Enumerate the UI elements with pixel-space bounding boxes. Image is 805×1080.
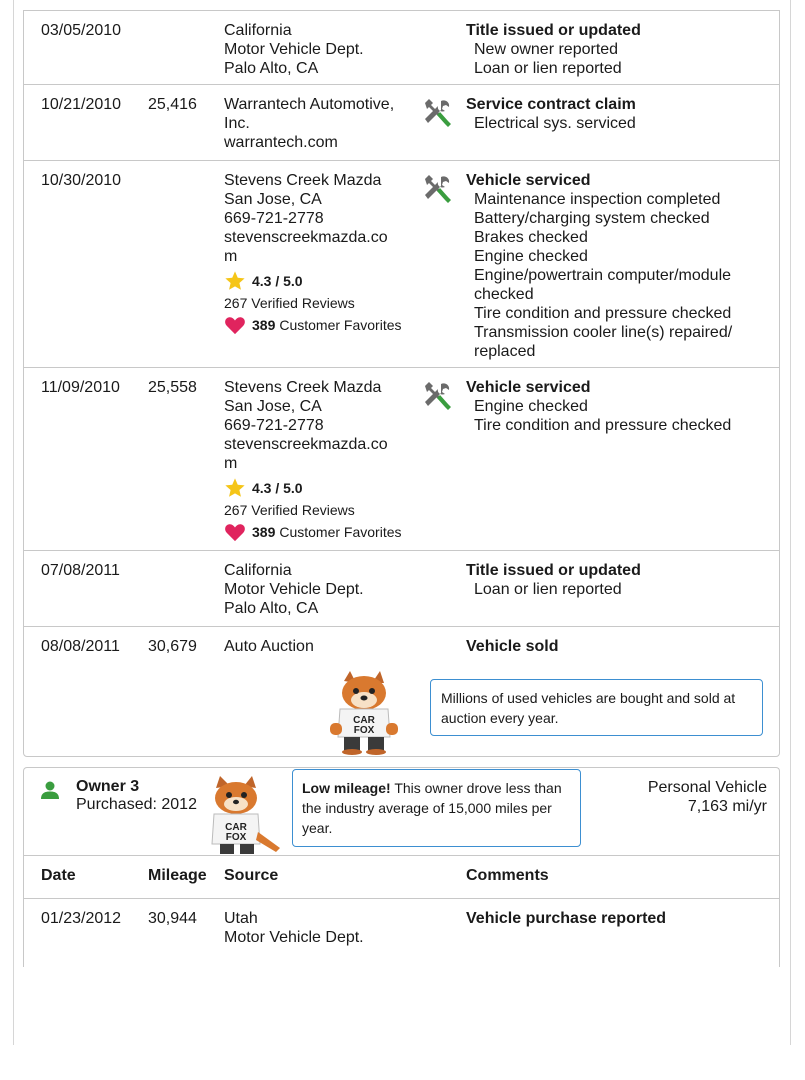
- source-website-link[interactable]: stevenscreekmazda.co: [224, 229, 388, 246]
- row-source: [224, 171, 414, 336]
- star-icon: [224, 270, 246, 292]
- comment-title: Service contract claim: [466, 96, 636, 113]
- table-header-row: [24, 856, 779, 899]
- row-comments: [466, 561, 766, 599]
- header-mileage: Mileage: [148, 867, 207, 884]
- owner-name: Owner 3: [76, 778, 140, 795]
- row-source: [224, 95, 414, 152]
- comment-title: Title issued or updated: [466, 562, 641, 579]
- comment-line: Loan or lien reported: [474, 581, 622, 598]
- row-comments: [466, 21, 766, 78]
- comment-line: checked: [474, 286, 534, 303]
- dealer-rating[interactable]: [224, 270, 414, 292]
- row-source: [224, 21, 414, 78]
- owner-2-history-card: [23, 10, 780, 757]
- mascot-shirt-line: FOX: [225, 832, 247, 843]
- comment-title: Vehicle sold: [466, 638, 559, 655]
- source-line: Stevens Creek Mazda: [224, 379, 382, 396]
- row-date: 10/30/2010: [41, 172, 122, 189]
- source-phone[interactable]: 669-721-2778: [224, 210, 324, 227]
- history-row: [24, 11, 779, 85]
- row-date: 08/08/2011: [41, 638, 120, 655]
- source-line: Motor Vehicle Dept.: [224, 41, 364, 58]
- row-comments: [466, 378, 766, 435]
- carfox-mascot: [206, 776, 282, 856]
- comment-line: Tire condition and pressure checked: [474, 305, 732, 322]
- source-website-link[interactable]: warrantech.com: [224, 134, 338, 151]
- history-row: [24, 85, 779, 161]
- frame-left-border: [13, 0, 14, 1045]
- comment-line: Maintenance inspection completed: [474, 191, 721, 208]
- row-date: 03/05/2010: [41, 22, 122, 39]
- comment-line: Electrical sys. serviced: [474, 115, 636, 132]
- favorites-count: 389: [252, 316, 276, 333]
- customer-favorites: [224, 521, 414, 543]
- source-line: Stevens Creek Mazda: [224, 172, 382, 189]
- person-icon: [40, 780, 60, 800]
- source-website-link[interactable]: stevenscreekmazda.co: [224, 436, 388, 453]
- comment-line: replaced: [474, 343, 536, 360]
- source-line: Motor Vehicle Dept.: [224, 581, 364, 598]
- owner-summary: [24, 768, 779, 856]
- comment-line: Transmission cooler line(s) repaired/: [474, 324, 733, 341]
- comment-title: Title issued or updated: [466, 22, 641, 39]
- header-date: Date: [41, 867, 76, 884]
- comment-title: Vehicle serviced: [466, 172, 591, 189]
- history-row: [24, 161, 779, 368]
- rating-value: 4.3 / 5.0: [252, 272, 303, 289]
- source-line: San Jose, CA: [224, 191, 322, 208]
- rating-value: 4.3 / 5.0: [252, 479, 303, 496]
- history-row: [24, 368, 779, 551]
- header-source: Source: [224, 867, 279, 884]
- comment-line: New owner reported: [474, 41, 619, 58]
- carfox-mascot: [324, 671, 404, 755]
- wrench-screwdriver-icon: [421, 380, 453, 412]
- comment-line: Tire condition and pressure checked: [474, 417, 732, 434]
- row-date: 11/09/2010: [41, 379, 120, 396]
- source-line: Palo Alto, CA: [224, 60, 319, 77]
- comment-line: Engine checked: [474, 398, 588, 415]
- owner-purchased: Purchased: 2012: [76, 796, 197, 813]
- row-source: [224, 909, 414, 947]
- wrench-screwdriver-icon: [421, 173, 453, 205]
- row-mileage: 30,679: [148, 638, 197, 655]
- source-line: California: [224, 562, 292, 579]
- source-website-link[interactable]: m: [224, 248, 238, 265]
- comment-title: Vehicle purchase reported: [466, 910, 667, 927]
- frame-right-border: [790, 0, 791, 1045]
- source-line: San Jose, CA: [224, 398, 322, 415]
- comment-title: Vehicle serviced: [466, 379, 591, 396]
- dealer-rating[interactable]: [224, 477, 414, 499]
- source-line: Auto Auction: [224, 638, 314, 655]
- favorites-label: Customer Favorites: [279, 523, 402, 540]
- row-mileage: 25,558: [148, 379, 197, 396]
- favorites-count: 389: [252, 523, 276, 540]
- row-comments: [466, 909, 766, 928]
- comment-line: Engine checked: [474, 248, 588, 265]
- row-comments: [466, 95, 766, 133]
- mascot-shirt-line: FOX: [353, 725, 375, 736]
- row-mileage: 25,416: [148, 96, 197, 113]
- row-date: 07/08/2011: [41, 562, 120, 579]
- history-row: [24, 899, 779, 967]
- source-line: California: [224, 22, 292, 39]
- source-website-link[interactable]: m: [224, 455, 238, 472]
- customer-favorites: [224, 314, 414, 336]
- low-mileage-tip-box: [292, 769, 581, 847]
- verified-reviews-link[interactable]: 267 Verified Reviews: [224, 295, 355, 311]
- owner-vehicle-info: [648, 778, 767, 816]
- source-line: Motor Vehicle Dept.: [224, 929, 364, 946]
- comment-line: Engine/powertrain computer/module: [474, 267, 732, 284]
- row-comments: [466, 637, 766, 656]
- row-mileage: 30,944: [148, 910, 197, 927]
- favorites-label: Customer Favorites: [279, 316, 402, 333]
- source-line: Utah: [224, 910, 258, 927]
- wrench-screwdriver-icon: [421, 97, 453, 129]
- comment-line: Brakes checked: [474, 229, 588, 246]
- vehicle-type: Personal Vehicle: [647, 779, 767, 796]
- mascot-shirt-line: CAR: [225, 822, 247, 833]
- source-line: Palo Alto, CA: [224, 600, 319, 617]
- auction-tip-text: Millions of used vehicles are bought and sold at auction every year.: [441, 690, 736, 726]
- row-date: 10/21/2010: [41, 96, 122, 113]
- history-row: [24, 551, 779, 627]
- owner-3-history-card: [23, 767, 780, 967]
- auction-tip-box: [430, 679, 763, 736]
- source-line: Inc.: [224, 115, 250, 132]
- header-comments: Comments: [466, 867, 549, 884]
- row-source: [224, 561, 414, 618]
- row-date: 01/23/2012: [41, 910, 122, 927]
- heart-icon: [224, 522, 246, 542]
- comment-line: Battery/charging system checked: [474, 210, 710, 227]
- history-row: [24, 627, 779, 756]
- mileage-rate: 7,163 mi/yr: [687, 798, 767, 815]
- tip-emphasis: Low mileage!: [302, 780, 391, 796]
- mascot-shirt-line: CAR: [353, 715, 375, 726]
- star-icon: [224, 477, 246, 499]
- source-phone[interactable]: 669-721-2778: [224, 417, 324, 434]
- heart-icon: [224, 315, 246, 335]
- row-source: [224, 637, 414, 656]
- source-line: Warrantech Automotive,: [224, 96, 395, 113]
- row-source: [224, 378, 414, 543]
- tip-text: This owner drove less than the industry average of 15,000 miles per year.: [302, 780, 562, 836]
- comment-line: Loan or lien reported: [474, 60, 622, 77]
- row-comments: [466, 171, 766, 361]
- verified-reviews-link[interactable]: 267 Verified Reviews: [224, 502, 355, 518]
